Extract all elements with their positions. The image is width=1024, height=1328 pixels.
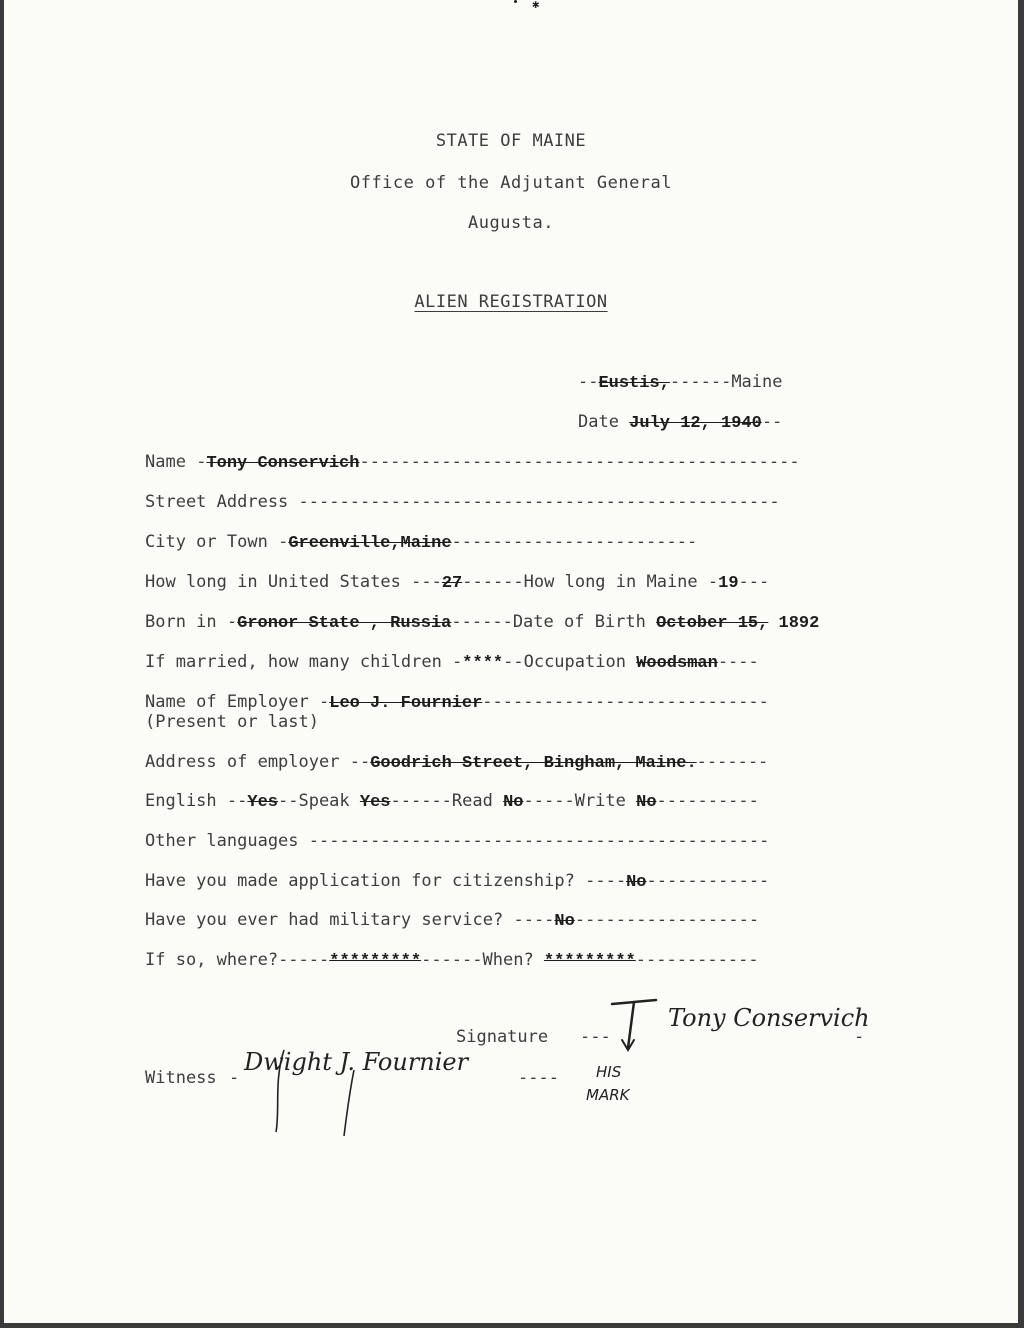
- language-row: English --Yes--Speak Yes------Read No-----Write No----------: [145, 791, 759, 812]
- maine-years-value: 19: [718, 574, 739, 593]
- witness-name: Dwight J. Fournier: [244, 1048, 469, 1076]
- employer-dash: ----------------------------: [482, 692, 769, 712]
- children-row: If married, how many children -****--Occupation Woodsman----: [145, 652, 759, 673]
- write-label: Write: [574, 791, 637, 811]
- date-value: July 12, 1940: [629, 414, 762, 433]
- english-dash: --: [277, 791, 299, 811]
- employer-value: Leo J. Fournier: [329, 694, 483, 713]
- city-dash: ------------------------: [451, 532, 698, 552]
- duration-row: How long in United States ---27------How long in Maine -19---: [145, 572, 770, 593]
- children-label: If married, how many children: [145, 652, 453, 672]
- military-dash: ------------------: [574, 910, 760, 930]
- street-row: [145, 492, 780, 512]
- header-city: Augusta.: [468, 213, 554, 233]
- date-line: [578, 412, 782, 434]
- speak-label: Speak: [298, 791, 360, 811]
- street-label: Street Address: [145, 492, 299, 512]
- signature-name: Tony Conservich: [668, 1004, 870, 1032]
- employer-address-label: Address of employer: [145, 752, 350, 772]
- english-label: English: [145, 791, 227, 811]
- date-label: Date: [578, 412, 630, 432]
- name-value: Tony Conservich: [206, 454, 360, 473]
- when-dash: ------------: [635, 950, 759, 970]
- born-dash: ------: [451, 612, 513, 632]
- when-value: *********: [543, 952, 636, 971]
- witness-label: Witness: [145, 1068, 227, 1088]
- name-dash: -------------------------------------------: [359, 452, 800, 472]
- employer-row: Name of Employer -Leo J. Fournier----------------------------: [145, 692, 769, 713]
- where-value: *********: [329, 952, 422, 971]
- employer-sublabel: (Present or last): [145, 712, 319, 732]
- name-row: Name -Tony Conservich-------------------------------------------: [145, 452, 800, 473]
- where-when-row: If so, where?-----*********------When? *********------------: [145, 950, 759, 971]
- mark-his: HIS: [596, 1063, 622, 1081]
- employer-address-value: Goodrich Street, Bingham, Maine.: [370, 754, 697, 773]
- speak-dash: ------: [390, 791, 452, 811]
- signature-trail: -: [854, 1027, 865, 1047]
- registration-form-page: [4, 0, 1018, 1323]
- city-value: Greenville,Maine: [288, 534, 452, 553]
- employer-label: Name of Employer: [145, 692, 319, 712]
- date-post: --: [761, 412, 783, 432]
- dob-year: 1892: [768, 614, 820, 633]
- employer-address-row: Address of employer --Goodrich Street, Bingham, Maine.-------: [145, 752, 769, 773]
- street-dash: -----------------------------------------------: [298, 492, 780, 512]
- occupation-label: Occupation: [523, 652, 637, 672]
- maine-years-label: How long in Maine: [523, 572, 708, 592]
- children-dash: --: [503, 652, 524, 672]
- signature-label: Signature: [456, 1027, 559, 1047]
- employer-address-dash: -------: [696, 752, 769, 772]
- witness-signature-flourish: [254, 1040, 374, 1140]
- header-office: Office of the Adjutant General: [349, 173, 673, 193]
- signature-lead: ---: [580, 1027, 611, 1047]
- read-value: No: [503, 793, 524, 812]
- us-years-label: How long in United States: [145, 572, 412, 592]
- children-value: ****: [462, 654, 504, 673]
- top-mark-dot: [514, 0, 517, 3]
- form-title: [4, 292, 1018, 312]
- other-languages-dash: ---------------------------------------------: [308, 831, 770, 851]
- citizenship-label: Have you made application for citizenship?: [145, 871, 586, 891]
- read-label: Read: [451, 791, 504, 811]
- occupation-value: Woodsman: [636, 654, 718, 673]
- other-languages-row: [145, 831, 769, 851]
- military-row: Have you ever had military service? ----No------------------: [145, 910, 760, 931]
- dob-label: Date of Birth: [512, 612, 657, 632]
- city-row: City or Town -Greenville,Maine------------------------: [145, 532, 698, 553]
- born-row: Born in -Gronor State , Russia------Date of Birth October 15, 1892: [145, 612, 820, 633]
- place-post: ------Maine: [669, 372, 783, 392]
- write-dash: ----------: [656, 791, 759, 811]
- his-mark-cross: [604, 996, 664, 1056]
- us-years-dash: ------: [462, 572, 524, 592]
- dob-value: October 15,: [656, 614, 769, 633]
- citizenship-dash: ------------: [646, 871, 770, 891]
- where-dash: ------: [421, 950, 483, 970]
- form-title-text: ALIEN REGISTRATION: [414, 292, 608, 312]
- when-label: When?: [482, 950, 544, 970]
- place-pre: --: [578, 372, 599, 392]
- military-value: No: [554, 912, 575, 931]
- name-label: Name: [145, 452, 197, 472]
- other-languages-label: Other languages: [145, 831, 309, 851]
- place-line: [578, 372, 783, 394]
- born-value: Gronor State , Russia: [237, 614, 452, 633]
- mark-mark: MARK: [586, 1086, 630, 1104]
- place-value: Eustis,: [598, 374, 670, 393]
- citizenship-row: Have you made application for citizenship? ----No------------: [145, 871, 770, 892]
- top-mark-star: ✱: [532, 0, 540, 11]
- read-dash: -----: [523, 791, 575, 811]
- born-label: Born in: [145, 612, 227, 632]
- write-value: No: [636, 793, 657, 812]
- header-state: STATE OF MAINE: [435, 131, 587, 151]
- english-value: Yes: [247, 793, 278, 812]
- witness-lead: -: [229, 1068, 240, 1088]
- military-label: Have you ever had military service?: [145, 910, 514, 930]
- maine-years-dash: ---: [738, 572, 770, 592]
- city-label: City or Town: [145, 532, 279, 552]
- speak-value: Yes: [359, 793, 391, 812]
- witness-trail: ----: [518, 1068, 559, 1088]
- where-label: If so, where?: [145, 950, 279, 970]
- citizenship-value: No: [626, 873, 647, 892]
- us-years-value: 27: [441, 574, 463, 593]
- occupation-dash: ----: [717, 652, 759, 672]
